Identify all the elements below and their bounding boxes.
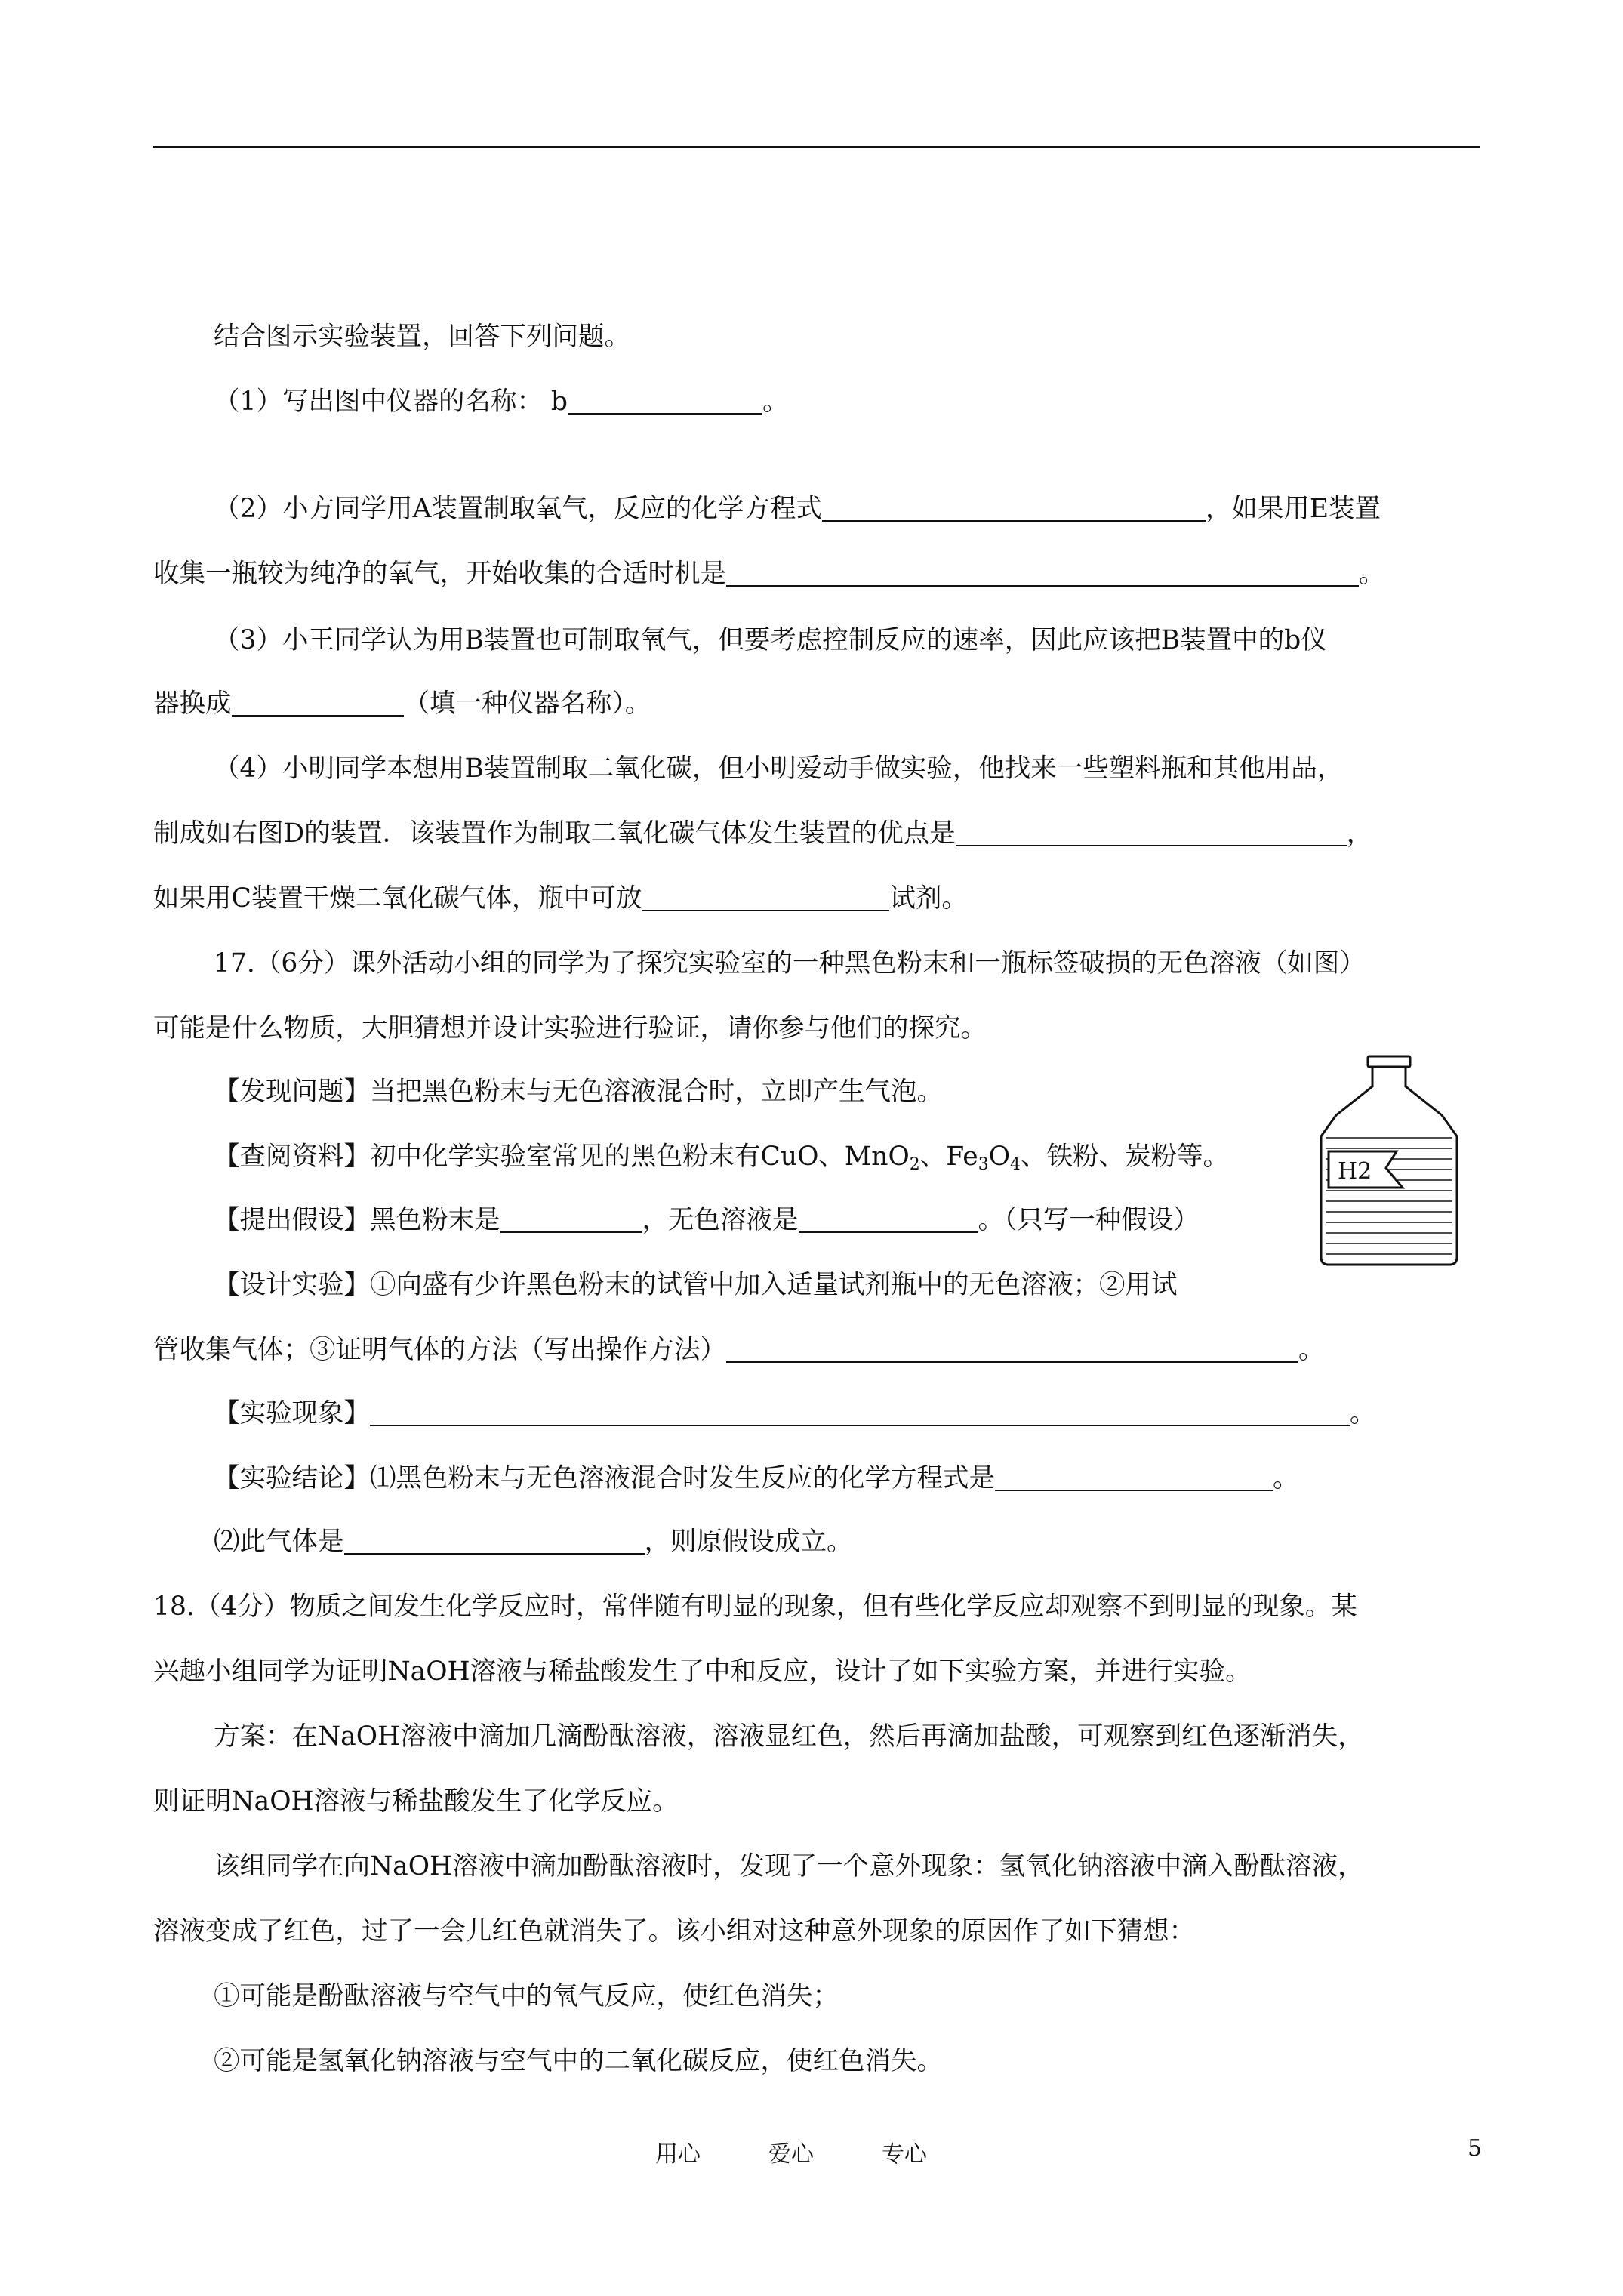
blank[interactable] <box>799 1204 978 1233</box>
q17-find: 【发现问题】当把黑色粉末与无色溶液混合时，立即产生气泡。 <box>214 1077 943 1107</box>
q18-line8: ②可能是氢氧化钠溶液与空气中的二氧化碳反应，使红色消失。 <box>214 2046 943 2076</box>
q17-hypothesis: 【提出假设】黑色粉末是 ，无色溶液是 。（只写一种假设） <box>214 1205 1200 1235</box>
q17-conclusion1: 【实验结论】⑴黑色粉末与无色溶液混合时发生反应的化学方程式是 。 <box>214 1463 1299 1493</box>
blank[interactable] <box>232 688 404 717</box>
q17-lookup: 【查阅资料】初中化学实验室常见的黑色粉末有CuO、MnO$_2$、$Fe_3O_4$、铁粉、炭粉等。 <box>214 1142 1229 1174</box>
blank[interactable] <box>956 818 1347 846</box>
q1-line: （1）写出图中仪器的名称： b 。 <box>214 387 789 417</box>
blank[interactable] <box>726 558 1359 587</box>
q18-line2: 兴趣小组同学为证明NaOH溶液与稀盐酸发生了中和反应，设计了如下实验方案，并进行实验。 <box>153 1657 1252 1687</box>
footer-right: 专心 <box>882 2141 927 2168</box>
q17-phenomenon: 【实验现象】 。 <box>214 1398 1376 1428</box>
q18-line5: 该组同学在向NaOH溶液中滴加酚酞溶液时，发现了一个意外现象：氢氧化钠溶液中滴入酚酞溶液， <box>214 1851 1364 1881</box>
page-number: 5 <box>1467 2135 1483 2162</box>
blank[interactable] <box>726 1334 1298 1363</box>
blank[interactable] <box>822 493 1206 522</box>
q17-line2: 可能是什么物质，大胆猜想并设计实验进行验证，请你参与他们的探究。 <box>153 1013 987 1043</box>
blank[interactable] <box>568 386 762 415</box>
blank[interactable] <box>642 883 889 911</box>
q18-line1: 18.（4分）物质之间发生化学反应时，常伴随有明显的现象，但有些化学反应却观察不到明显的现象。某 <box>153 1592 1357 1622</box>
q2-line2: 收集一瓶较为纯净的氧气，开始收集的合适时机是 。 <box>153 559 1385 589</box>
q4-line1: （4）小明同学本想用B装置制取二氧化碳，但小明爱动手做实验，他找来一些塑料瓶和其他用品， <box>214 754 1344 784</box>
q18-line3: 方案：在NaOH溶液中滴加几滴酚酞溶液，溶液显红色，然后再滴加盐酸，可观察到红色逐渐消失， <box>214 1721 1364 1752</box>
q17-conclusion2: ⑵此气体是 ，则原假设成立。 <box>214 1527 853 1557</box>
bottle-stopper <box>1368 1056 1410 1067</box>
q17-line1: 17.（6分）课外活动小组的同学为了探究实验室的一种黑色粉末和一瓶标签破损的无色溶液（如图） <box>214 948 1366 978</box>
q4-line2: 制成如右图D的装置．该装置作为制取二氧化碳气体发生装置的优点是 ， <box>153 818 1373 849</box>
q3-line2: 器换成 （填一种仪器名称）。 <box>153 689 651 719</box>
q18-line6: 溶液变成了红色，过了一会儿红色就消失了。该小组对这种意外现象的原因作了如下猜想： <box>153 1916 1195 1946</box>
blank[interactable] <box>995 1462 1273 1491</box>
q3-line1: （3）小王同学认为用B装置也可制取氧气，但要考虑控制反应的速率，因此应该把B装置中的b仪 <box>214 625 1327 655</box>
blank[interactable] <box>344 1526 645 1555</box>
footer-left: 用心 <box>655 2141 701 2168</box>
q17-design1: 【设计实验】①向盛有少许黑色粉末的试管中加入适量试剂瓶中的无色溶液；②用试 <box>214 1270 1178 1300</box>
footer-mid: 爱心 <box>768 2141 814 2168</box>
blank[interactable] <box>370 1398 1350 1426</box>
q4-line3: 如果用C装置干燥二氧化碳气体，瓶中可放 试剂。 <box>153 883 968 914</box>
q2-line1: （2）小方同学用A装置制取氧气，反应的化学方程式 ，如果用E装置 <box>214 494 1381 524</box>
blank[interactable] <box>500 1204 642 1233</box>
header-rule <box>153 146 1480 148</box>
label-text: H2 <box>1338 1158 1372 1185</box>
reagent-bottle-image <box>1313 1053 1464 1272</box>
intro-text: 结合图示实验装置，回答下列问题。 <box>214 322 630 352</box>
q17-design2: 管收集气体；③证明气体的方法（写出操作方法） 。 <box>153 1335 1325 1365</box>
q18-line7: ①可能是酚酞溶液与空气中的氧气反应，使红色消失； <box>214 1981 839 2011</box>
q18-line4: 则证明NaOH溶液与稀盐酸发生了化学反应。 <box>153 1786 679 1817</box>
